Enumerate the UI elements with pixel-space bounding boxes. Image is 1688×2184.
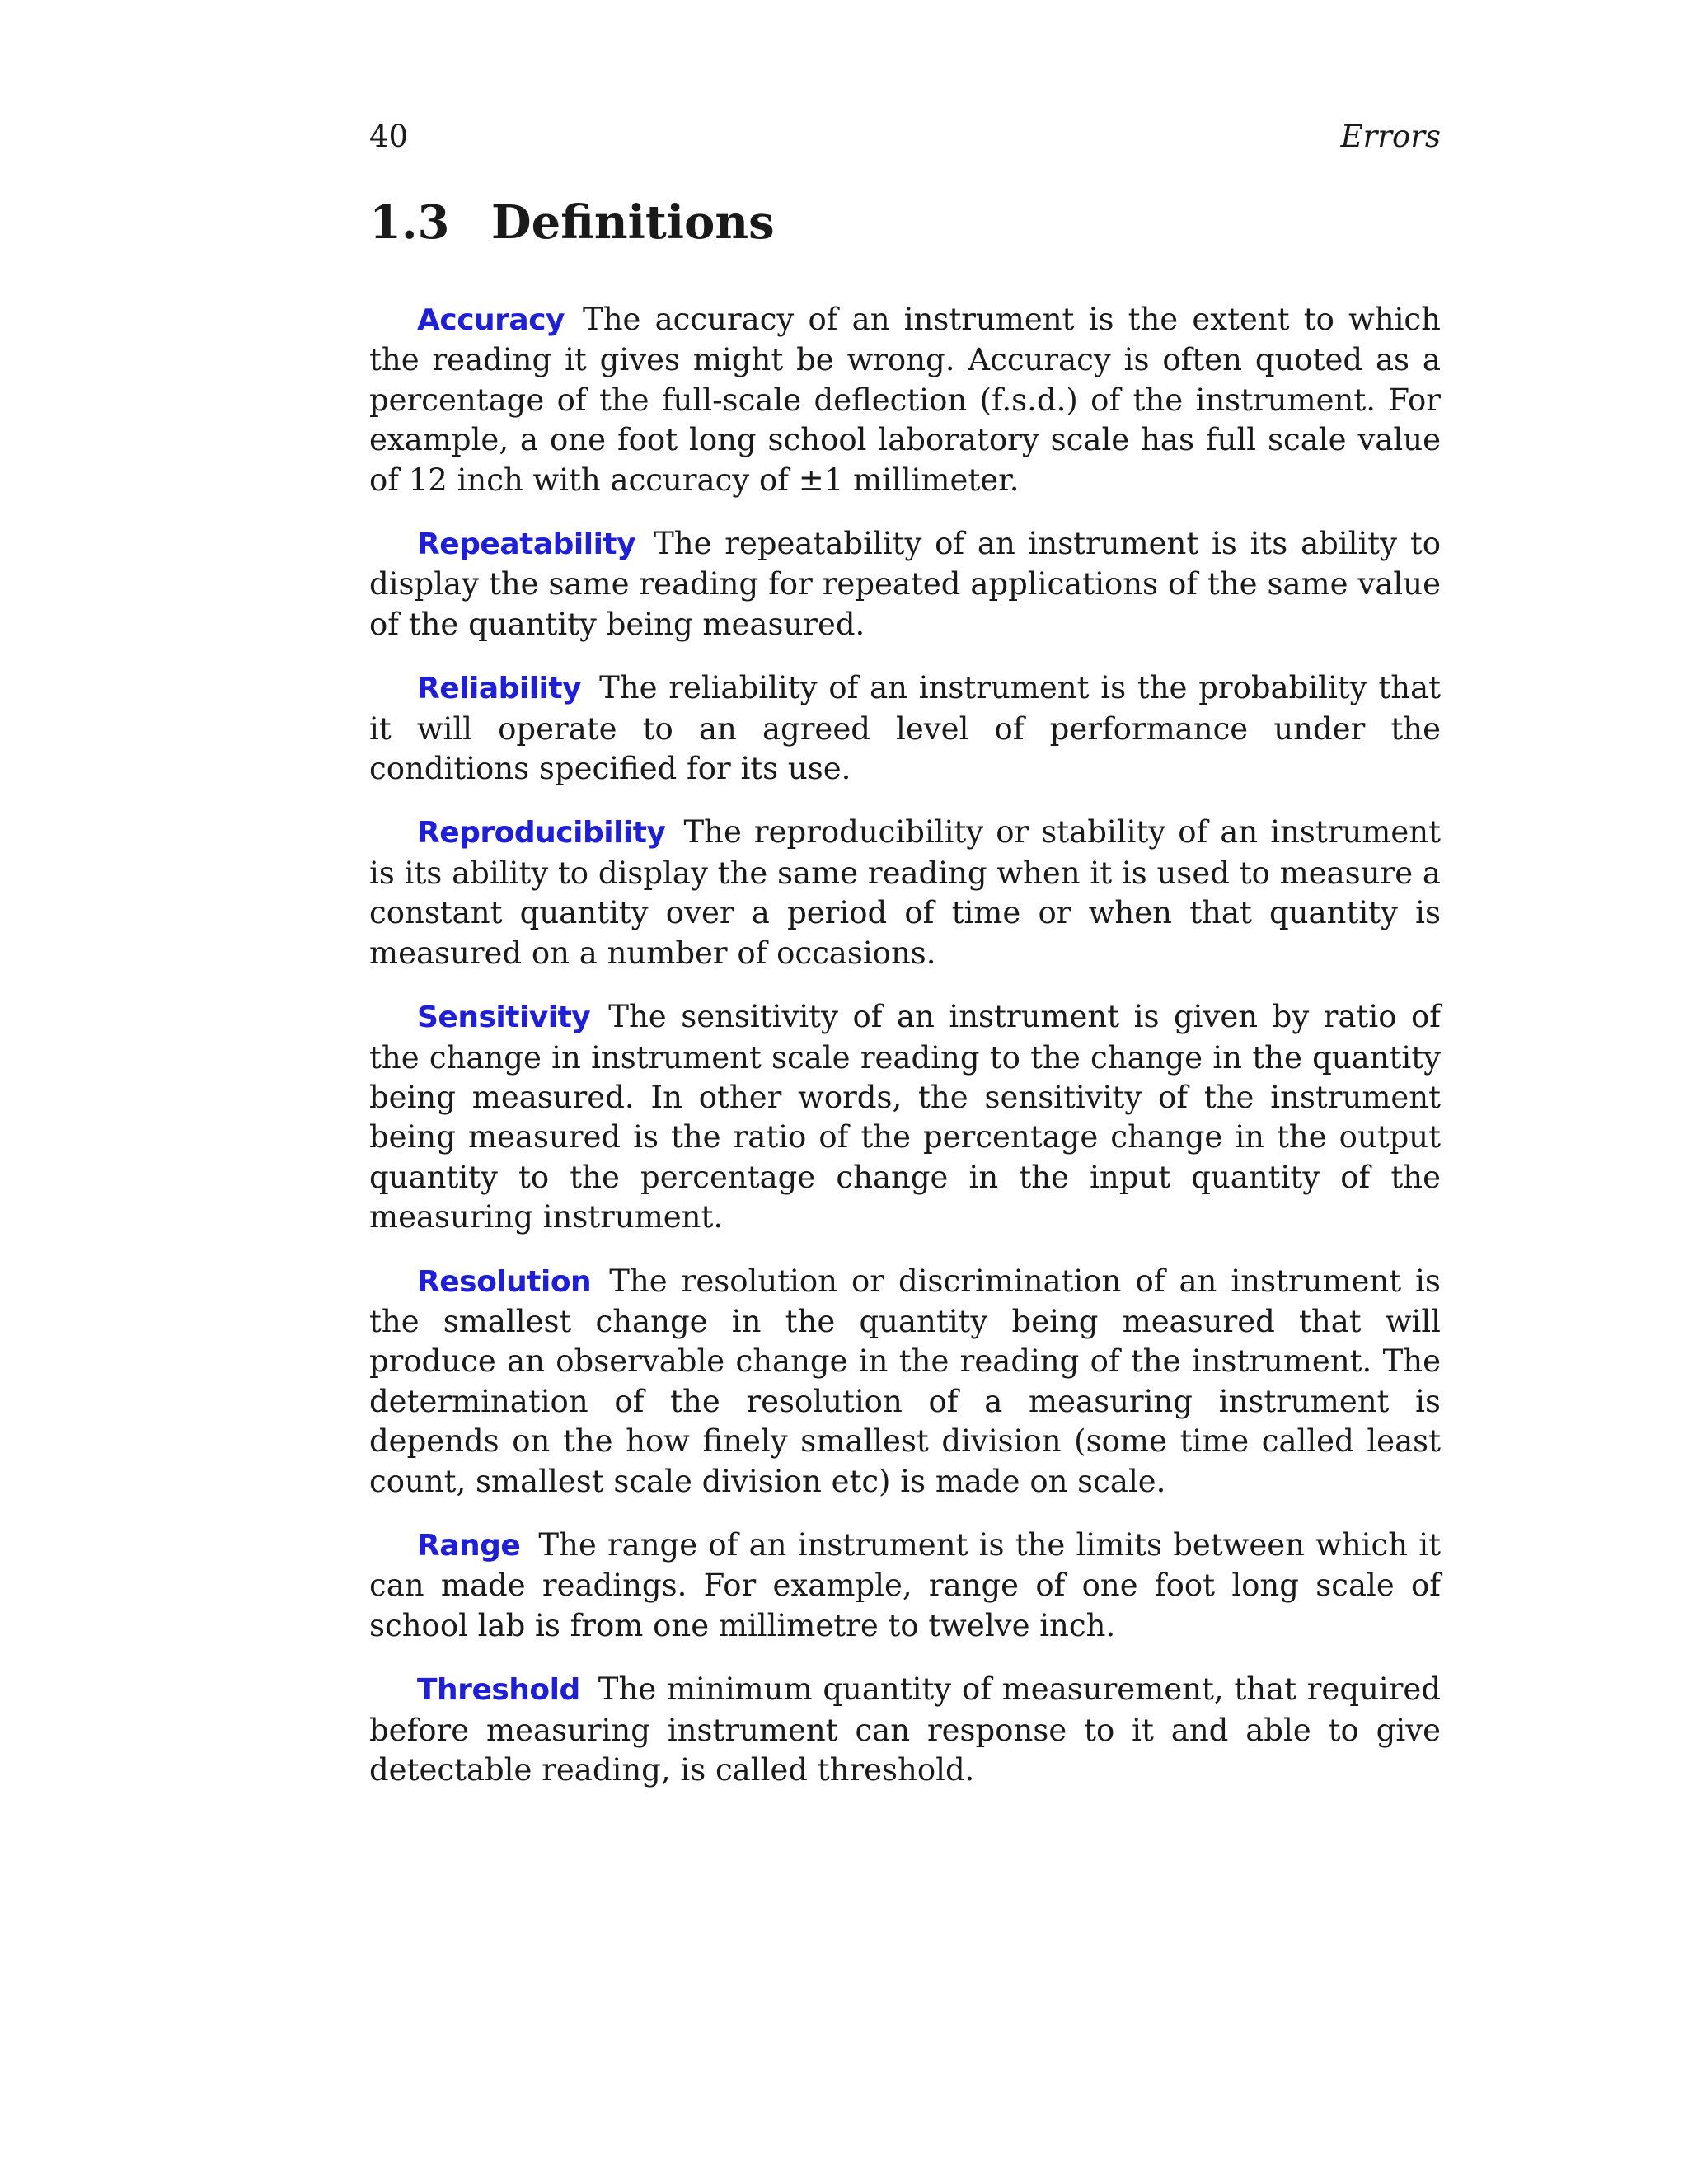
definition-resolution (369, 1262, 1441, 1502)
term-label: Range (417, 1528, 521, 1563)
definition-repeatability (369, 524, 1441, 644)
definition-text: The minimum quantity of measurement, that required before measuring instrument can response to it and able to give detectable reading, is called threshold. (369, 1671, 1441, 1788)
definition-text: The repeatability of an instrument is its ability to display the same reading for repeated applications of the same value of the quantity being measured. (369, 526, 1441, 642)
text-block (369, 115, 1441, 1814)
term-label: Accuracy (417, 303, 565, 337)
term-label: Resolution (417, 1264, 592, 1299)
definition-range (369, 1526, 1441, 1646)
definition-text: The reliability of an instrument is the probability that it will operate to an agreed level of performance under the conditions specified for its use. (369, 670, 1441, 787)
definition-reliability (369, 668, 1441, 789)
term-label: Threshold (417, 1673, 580, 1708)
definition-text: The reproducibility or stability of an instrument is its ability to display the same reading when it is used to measure a constant quantity over a period of time or when that quantity is measured on a number of occasions. (369, 814, 1441, 971)
definition-text: The accuracy of an instrument is the extent to which the reading it gives might be wrong. Accuracy is often quoted as a percentage of the full-scale deflection (f.s.d.) of the instrument. For example, a one foot long school laboratory scale has full scale value of 12 inch with accuracy of ±1 millimeter. (369, 302, 1441, 498)
term-label: Repeatability (417, 527, 636, 562)
definition-reproducibility (369, 813, 1441, 973)
chapter-title: Errors (1340, 119, 1441, 154)
term-label: Sensitivity (417, 1001, 591, 1035)
definitions-list (369, 300, 1441, 1790)
running-header (369, 115, 1441, 158)
definition-text: The resolution or discrimination of an instrument is the smallest change in the quantity being measured that will produce an observable change in the reading of the instrument. The determination of the resolution of a measuring instrument is depends on the how finely smallest division (some time called least count, smallest scale division etc) is made on scale. (369, 1263, 1441, 1499)
definition-sensitivity (369, 997, 1441, 1237)
term-label: Reliability (417, 672, 582, 706)
definition-accuracy (369, 300, 1441, 500)
definition-text: The sensitivity of an instrument is given by ratio of the change in instrument scale reading to the change in the quantity being measured. In other words, the sensitivity of the instrument being measured is the ratio of the percentage change in the output quantity to the percentage change in the input quantity of the measuring instrument. (369, 999, 1441, 1235)
term-label: Reproducibility (417, 816, 666, 851)
definition-threshold (369, 1670, 1441, 1790)
section-heading (369, 193, 1441, 252)
section-title: Definitions (491, 195, 775, 250)
section-number: 1.3 (369, 195, 450, 250)
definition-text: The range of an instrument is the limits between which it can made readings. For example, range of one foot long scale of school lab is from one millimetre to twelve inch. (369, 1526, 1441, 1643)
page-number: 40 (369, 119, 409, 154)
